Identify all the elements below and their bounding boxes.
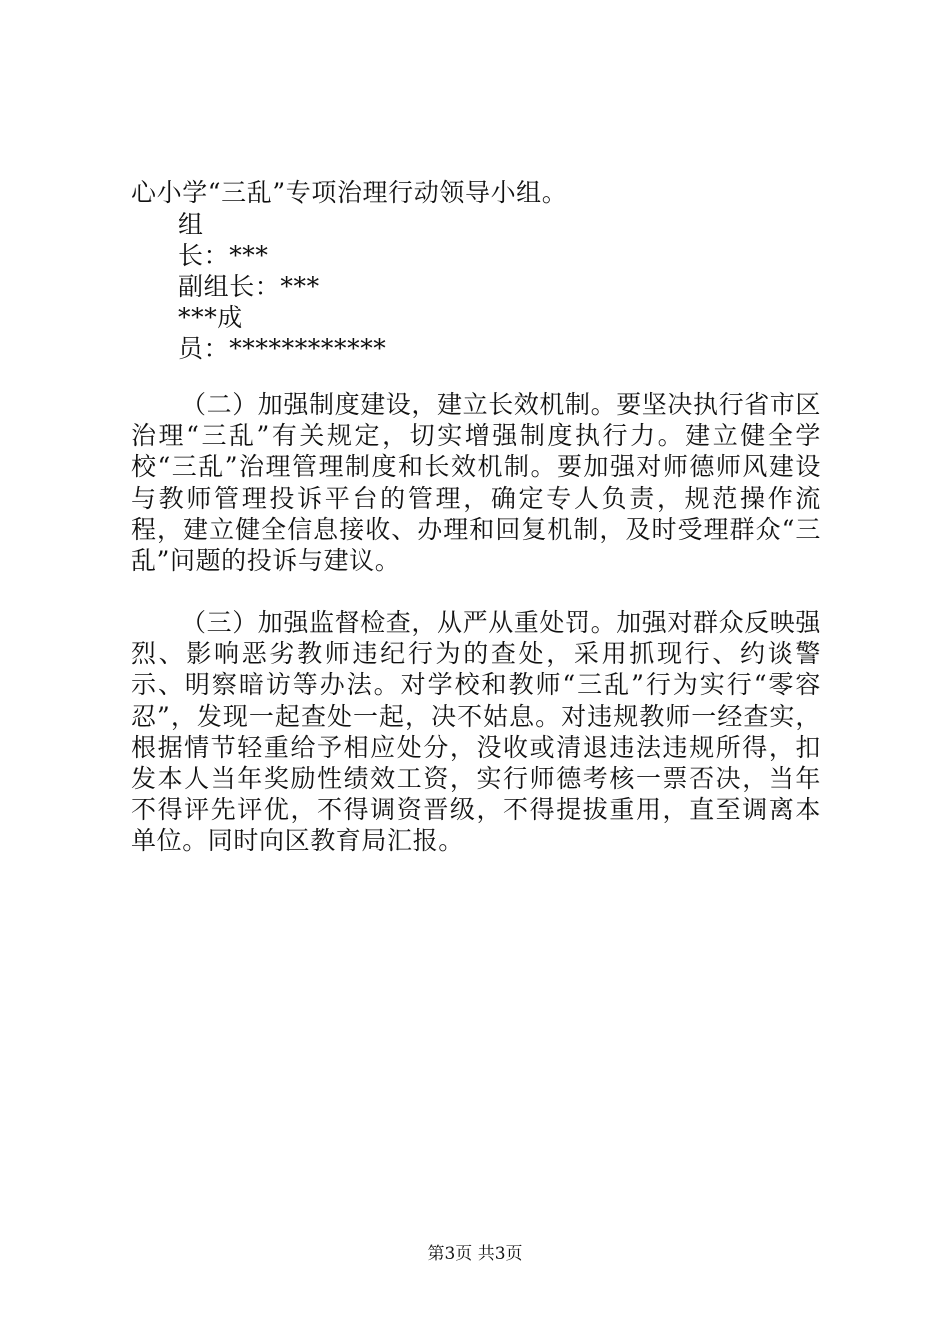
text-line-members: 员：************ [178, 334, 387, 363]
paragraph-system-building: （二）加强制度建设，建立长效机制。要坚决执行省市区治理“三乱”有关规定，切实增强制度执行力。建立健全学校“三乱”治理管理制度和长效机制。要加强对师德师风建设与教师管理投诉平台的管理，确定专人负责，规范操作流程，建立健全信息接收、办理和回复机制，及时受理群众“三乱”问题的投诉与建议。 [131, 390, 822, 576]
text-line-deputy-leader: 副组长：*** [178, 272, 320, 301]
paragraph-supervision: （三）加强监督检查，从严从重处罚。加强对群众反映强烈、影响恶劣教师违纪行为的查处，采用抓现行、约谈警示、明察暗访等办法。对学校和教师“三乱”行为实行“零容忍”，发现一起查处一起，决不姑息。对违规教师一经查实，根据情节轻重给予相应处分，没收或清退违法违规所得，扣发本人当年奖励性绩效工资，实行师德考核一票否决，当年不得评先评优，不得调资晋级，不得提拔重用，直至调离本单位。同时向区教育局汇报。 [131, 608, 822, 856]
text-line-member-label-part1: ***成 [178, 303, 243, 332]
text-line-leader: 长：*** [178, 241, 269, 270]
text-line-leader-label-part1: 组 [178, 210, 204, 239]
page-number-footer: 第3页 共3页 [427, 1244, 523, 1264]
text-line-group-title: 心小学“三乱”专项治理行动领导小组。 [131, 178, 568, 207]
